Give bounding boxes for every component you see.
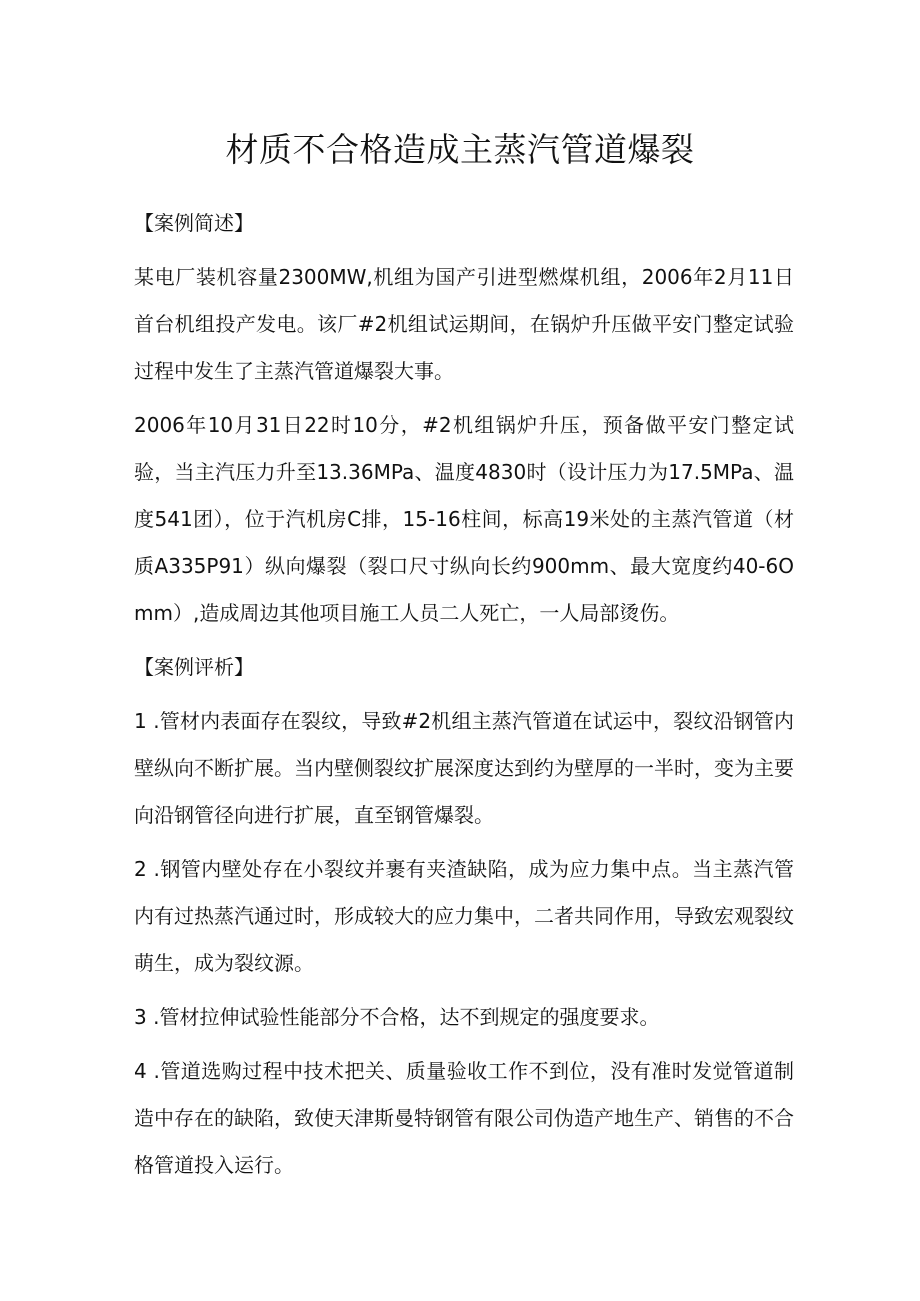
- analysis-item-3: 3 .管材拉伸试验性能部分不合格，达不到规定的强度要求。: [134, 1005, 660, 1029]
- section-heading-analysis: 【案例评析】: [134, 655, 254, 679]
- section-heading-summary: 【案例简述】: [134, 211, 254, 235]
- document-title: 材质不合格造成主蒸汽管道爆裂: [225, 130, 695, 169]
- summary-paragraph-2: 2006年10月31日22时10分，#2机组锅炉升压，预备做平安门整定试验，当主汽压力升至13.36MPa、温度4830时（设计压力为17.5MPa、温度541团），位于汽机房C排，15-16柱间，标高19米处的主蒸汽管道（材质A335P91）纵向爆裂（裂口尺寸纵向长约900mm、最大宽度约40-6Omm）,造成周边其他项目施工人员二人死亡，一人局部烫伤。: [134, 413, 794, 625]
- document-body: [134, 200, 794, 1196]
- summary-paragraph-1: 某电厂装机容量2300MW,机组为国产引进型燃煤机组，2006年2月11日首台机组投产发电。该厂#2机组试运期间，在锅炉升压做平安门整定试验过程中发生了主蒸汽管道爆裂大事。: [134, 265, 794, 383]
- analysis-item-4: 4 .管道选购过程中技术把关、质量验收工作不到位，没有准时发觉管道制造中存在的缺陷，致使天津斯曼特钢管有限公司伪造产地生产、销售的不合格管道投入运行。: [134, 1059, 794, 1177]
- analysis-item-1: 1 .管材内表面存在裂纹，导致#2机组主蒸汽管道在试运中，裂纹沿钢管内壁纵向不断扩展。当内壁侧裂纹扩展深度达到约为壁厚的一半时，变为主要向沿钢管径向进行扩展，直至钢管爆裂。: [134, 709, 794, 827]
- analysis-item-2: 2 .钢管内壁处存在小裂纹并裹有夹渣缺陷，成为应力集中点。当主蒸汽管内有过热蒸汽通过时，形成较大的应力集中，二者共同作用，导致宏观裂纹萌生，成为裂纹源。: [134, 857, 794, 975]
